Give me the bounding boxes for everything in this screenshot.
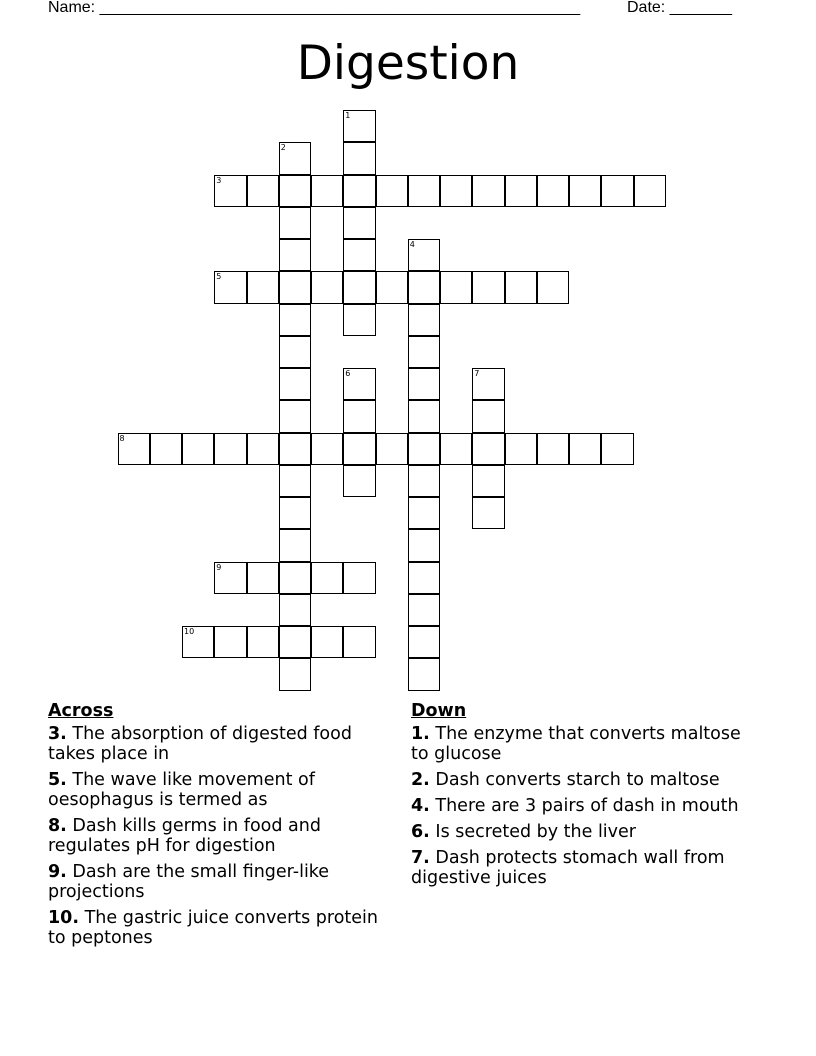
crossword-cell[interactable] — [279, 400, 311, 432]
crossword-cell[interactable] — [247, 175, 279, 207]
date-field: Date: _______ — [627, 0, 732, 16]
crossword-cell[interactable] — [505, 271, 537, 303]
crossword-cell[interactable] — [408, 433, 440, 465]
clue-number-label: 6 — [345, 369, 351, 378]
crossword-cell[interactable] — [279, 529, 311, 561]
crossword-cell[interactable] — [343, 626, 375, 658]
clue-number-label: 5 — [216, 272, 222, 282]
crossword-cell[interactable] — [214, 433, 246, 465]
crossword-cell[interactable] — [279, 271, 311, 303]
crossword-cell[interactable] — [537, 271, 569, 303]
crossword-cell[interactable] — [311, 433, 343, 465]
clue-number-label: 7 — [474, 369, 480, 378]
down-heading: Down — [411, 701, 467, 721]
clue-number: 4. — [411, 796, 430, 816]
crossword-cell[interactable] — [279, 433, 311, 465]
crossword-cell[interactable] — [472, 497, 504, 529]
crossword-cell[interactable] — [472, 271, 504, 303]
down-clue — [411, 822, 751, 842]
crossword-cell[interactable] — [472, 175, 504, 207]
crossword-cell[interactable] — [408, 529, 440, 561]
clue-number: 7. — [411, 848, 430, 868]
page-title: Digestion — [296, 36, 520, 91]
clue-number: 1. — [411, 724, 430, 744]
crossword-cell[interactable] — [343, 271, 375, 303]
crossword-cell[interactable] — [279, 239, 311, 271]
clue-text: Dash kills germs in food and regulates pH for digestion — [48, 816, 321, 856]
clue-number-label: 4 — [409, 240, 415, 249]
crossword-cell[interactable] — [440, 433, 472, 465]
crossword-cell[interactable] — [343, 465, 375, 497]
crossword-cell[interactable] — [408, 175, 440, 207]
crossword-cell[interactable] — [279, 175, 311, 207]
clue-number-label: 2 — [280, 143, 286, 153]
crossword-cell[interactable] — [247, 562, 279, 594]
clue-text: The enzyme that converts maltose to glucose — [411, 724, 741, 764]
clue-number: 3. — [48, 724, 67, 744]
clue-text: Dash are the small finger-like projections — [48, 862, 330, 902]
clue-number: 9. — [48, 862, 67, 882]
crossword-cell[interactable] — [408, 239, 440, 271]
crossword-cell[interactable] — [634, 175, 666, 207]
across-clue — [48, 816, 398, 856]
clue-text: Dash protects stomach wall from digestive juices — [411, 848, 725, 888]
crossword-cell[interactable] — [279, 465, 311, 497]
crossword-cell[interactable] — [569, 175, 601, 207]
clue-number-label: 1 — [345, 111, 351, 120]
crossword-cell[interactable] — [408, 594, 440, 626]
crossword-cell[interactable] — [279, 594, 311, 626]
crossword-cell[interactable] — [311, 271, 343, 303]
crossword-cell[interactable] — [343, 433, 375, 465]
crossword-cell[interactable] — [472, 433, 504, 465]
crossword-cell[interactable] — [214, 271, 246, 303]
crossword-cell[interactable] — [408, 465, 440, 497]
across-clue — [48, 862, 398, 902]
crossword-cell[interactable] — [150, 433, 182, 465]
crossword-cell[interactable] — [247, 433, 279, 465]
clue-number: 6. — [411, 822, 430, 842]
crossword-cell[interactable] — [214, 626, 246, 658]
crossword-cell[interactable] — [182, 433, 214, 465]
across-clue — [48, 724, 398, 764]
crossword-cell[interactable] — [569, 433, 601, 465]
crossword-cell[interactable] — [408, 271, 440, 303]
crossword-cell[interactable] — [343, 110, 375, 142]
clue-text: Is secreted by the liver — [435, 822, 636, 842]
clue-number: 10. — [48, 908, 80, 928]
crossword-cell[interactable] — [343, 400, 375, 432]
clue-number-label: 3 — [216, 175, 222, 185]
clue-text: There are 3 pairs of dash in mouth — [435, 796, 739, 816]
crossword-cell[interactable] — [343, 142, 375, 174]
crossword-cell[interactable] — [279, 336, 311, 368]
clue-number: 8. — [48, 816, 67, 836]
crossword-cell[interactable] — [247, 271, 279, 303]
crossword-cell[interactable] — [472, 400, 504, 432]
crossword-cell[interactable] — [440, 175, 472, 207]
crossword-cell[interactable] — [440, 271, 472, 303]
crossword-cell[interactable] — [343, 562, 375, 594]
clue-number: 2. — [411, 770, 430, 790]
crossword-cell[interactable] — [279, 497, 311, 529]
crossword-cell[interactable] — [343, 207, 375, 239]
crossword-cell[interactable] — [343, 175, 375, 207]
crossword-cell[interactable] — [408, 400, 440, 432]
across-heading: Across — [48, 701, 114, 721]
crossword-cell[interactable] — [408, 368, 440, 400]
crossword-cell[interactable] — [311, 175, 343, 207]
crossword-cell[interactable] — [376, 175, 408, 207]
crossword-cell[interactable] — [279, 368, 311, 400]
crossword-cell[interactable] — [601, 433, 633, 465]
crossword-cell[interactable] — [408, 562, 440, 594]
clue-text: Dash converts starch to maltose — [435, 770, 720, 790]
crossword-cell[interactable] — [376, 271, 408, 303]
crossword-cell[interactable] — [408, 304, 440, 336]
clue-text: The gastric juice converts protein to peptones — [48, 908, 379, 948]
clue-text: The wave like movement of oesophagus is termed as — [48, 770, 315, 810]
crossword-cell[interactable] — [408, 336, 440, 368]
across-clue — [48, 770, 398, 810]
down-clue — [411, 848, 751, 888]
crossword-cell[interactable] — [279, 304, 311, 336]
down-clue — [411, 770, 751, 790]
crossword-cell[interactable] — [408, 626, 440, 658]
crossword-cell[interactable] — [537, 175, 569, 207]
crossword-cell[interactable] — [118, 433, 150, 465]
name-field: Name: ______________________________________________________ — [48, 0, 581, 16]
crossword-cell[interactable] — [343, 368, 375, 400]
down-clue — [411, 796, 751, 816]
crossword-cell[interactable] — [214, 175, 246, 207]
crossword-cell[interactable] — [311, 562, 343, 594]
across-clue — [48, 908, 398, 948]
clue-number-label: 9 — [216, 562, 222, 572]
down-clues — [411, 700, 751, 894]
crossword-cell[interactable] — [279, 658, 311, 690]
crossword-cell[interactable] — [408, 658, 440, 690]
crossword-cell[interactable] — [343, 239, 375, 271]
crossword-cell[interactable] — [601, 175, 633, 207]
clue-number-label: 10 — [184, 627, 195, 636]
crossword-cell[interactable] — [537, 433, 569, 465]
crossword-cell[interactable] — [279, 207, 311, 239]
clue-text: The absorption of digested food takes place in — [48, 724, 352, 764]
across-clues — [48, 700, 398, 954]
clue-number: 5. — [48, 770, 67, 790]
crossword-cell[interactable] — [472, 465, 504, 497]
crossword-cell[interactable] — [214, 562, 246, 594]
crossword-cell[interactable] — [247, 626, 279, 658]
crossword-cell[interactable] — [182, 626, 214, 658]
crossword-cell[interactable] — [343, 304, 375, 336]
clue-number-label: 8 — [119, 433, 125, 443]
crossword-cell[interactable] — [311, 626, 343, 658]
crossword-cell[interactable] — [279, 626, 311, 658]
down-clue — [411, 724, 751, 764]
crossword-cell[interactable] — [408, 497, 440, 529]
crossword-cell[interactable] — [279, 142, 311, 174]
crossword-cell[interactable] — [279, 562, 311, 594]
crossword-cell[interactable] — [505, 175, 537, 207]
crossword-cell[interactable] — [376, 433, 408, 465]
crossword-cell[interactable] — [472, 368, 504, 400]
crossword-cell[interactable] — [505, 433, 537, 465]
